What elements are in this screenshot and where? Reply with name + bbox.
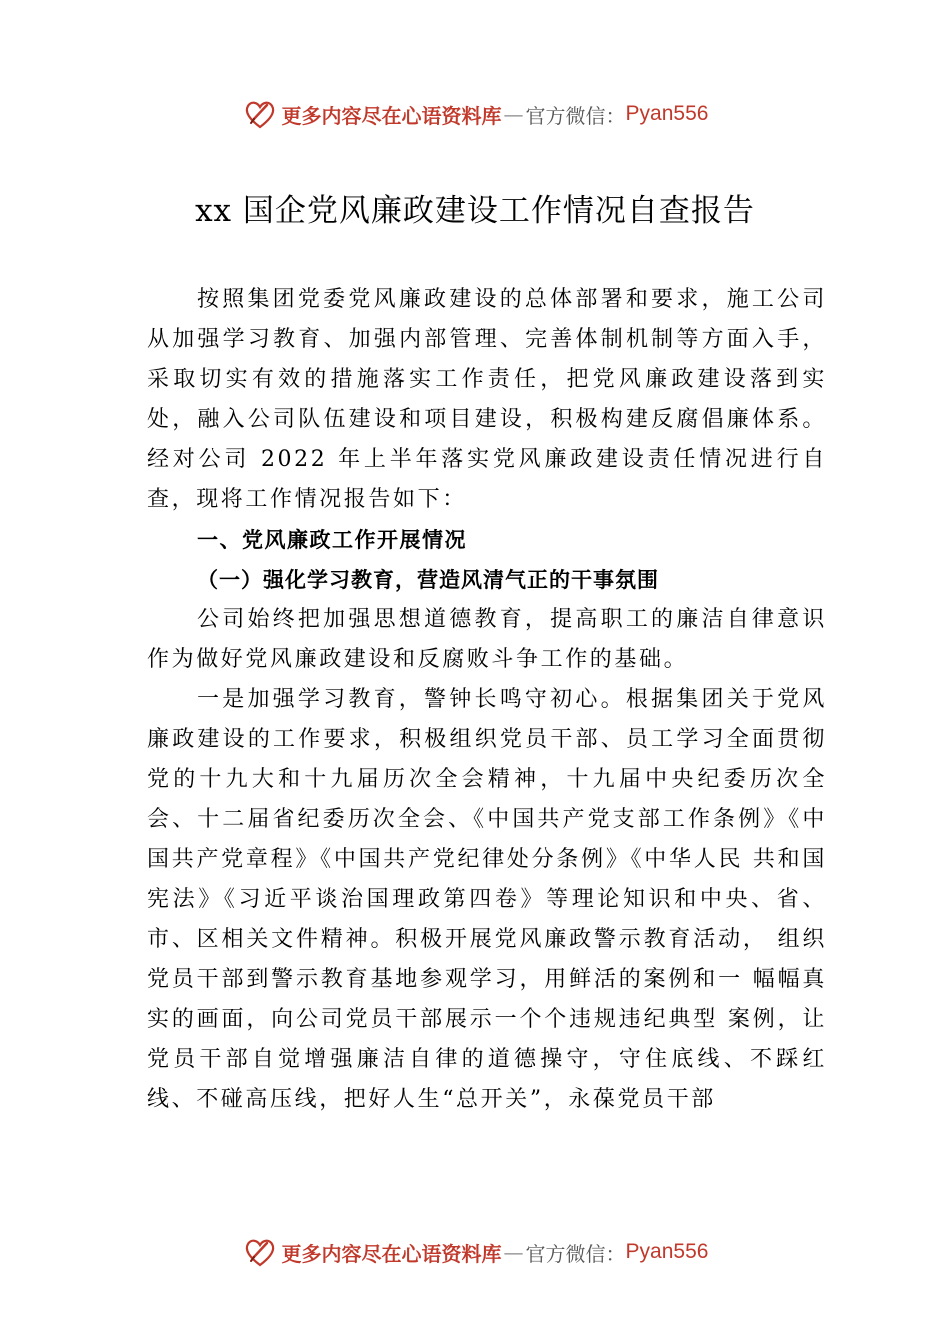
header-watermark bbox=[0, 94, 950, 134]
watermark-text: 更多内容尽在心语资料库 bbox=[281, 1241, 502, 1266]
section-heading: 一、党风廉政工作开展情况 bbox=[197, 528, 467, 552]
document-body bbox=[147, 280, 827, 1120]
watermark-id: Pyan556 bbox=[625, 1240, 709, 1263]
watermark-separator: — bbox=[503, 1240, 524, 1264]
footer-watermark bbox=[0, 1232, 950, 1272]
watermark-text: 更多内容尽在心语资料库 bbox=[281, 103, 502, 128]
subsection-heading: （一）强化学习教育，营造风清气正的干事氛围 bbox=[197, 568, 659, 592]
heart-pen-logo-icon bbox=[242, 96, 278, 132]
heart-pen-logo-icon bbox=[242, 1234, 278, 1270]
body-paragraph-1: 公司始终把加强思想道德教育，提高职工的廉洁自律意识作为做好党风廉政建设和反腐败斗争工作的基础。 bbox=[147, 607, 827, 672]
watermark-separator: — bbox=[503, 102, 524, 126]
watermark-label: 官方微信： bbox=[525, 103, 626, 128]
watermark-id: Pyan556 bbox=[625, 102, 709, 125]
watermark-label: 官方微信： bbox=[525, 1241, 626, 1266]
body-paragraph-2: 一是加强学习教育，警钟长鸣守初心。根据集团关于党风廉政建设的工作要求，积极组织党员干部、员工学习全面贯彻党的十九大和十九届历次全会精神，十九届中央纪委历次全会、十二届省纪委历次全会、《中国共产党支部工作条例》《中国共产党章程》《中国共产党纪律处分条例》《中华人民 共和国宪法》《习近平谈治国理政第四卷》等理论知识和中央、省、市、区相关文件精神。积极开展党风廉政警示教育活动， 组织党员干部到警示教育基地参观学习，用鲜活的案例和一 幅幅真实的画面，向公司党员干部展示一个个违规违纪典型 案例，让党员干部自觉增强廉洁自律的道德操守，守住底线、不踩红线、不碰高压线，把好人生“总开关”，永葆党员干部 bbox=[147, 687, 827, 1112]
intro-paragraph: 按照集团党委党风廉政建设的总体部署和要求，施工公司从加强学习教育、加强内部管理、完善体制机制等方面入手，采取切实有效的措施落实工作责任，把党风廉政建设落到实处，融入公司队伍建设和项目建设，积极构建反腐倡廉体系。经对公司 2022 年上半年落实党风廉政建设责任情况进行自查，现将工作情况报告如下： bbox=[147, 287, 827, 512]
document-title: xx 国企党风廉政建设工作情况自查报告 bbox=[195, 193, 755, 229]
